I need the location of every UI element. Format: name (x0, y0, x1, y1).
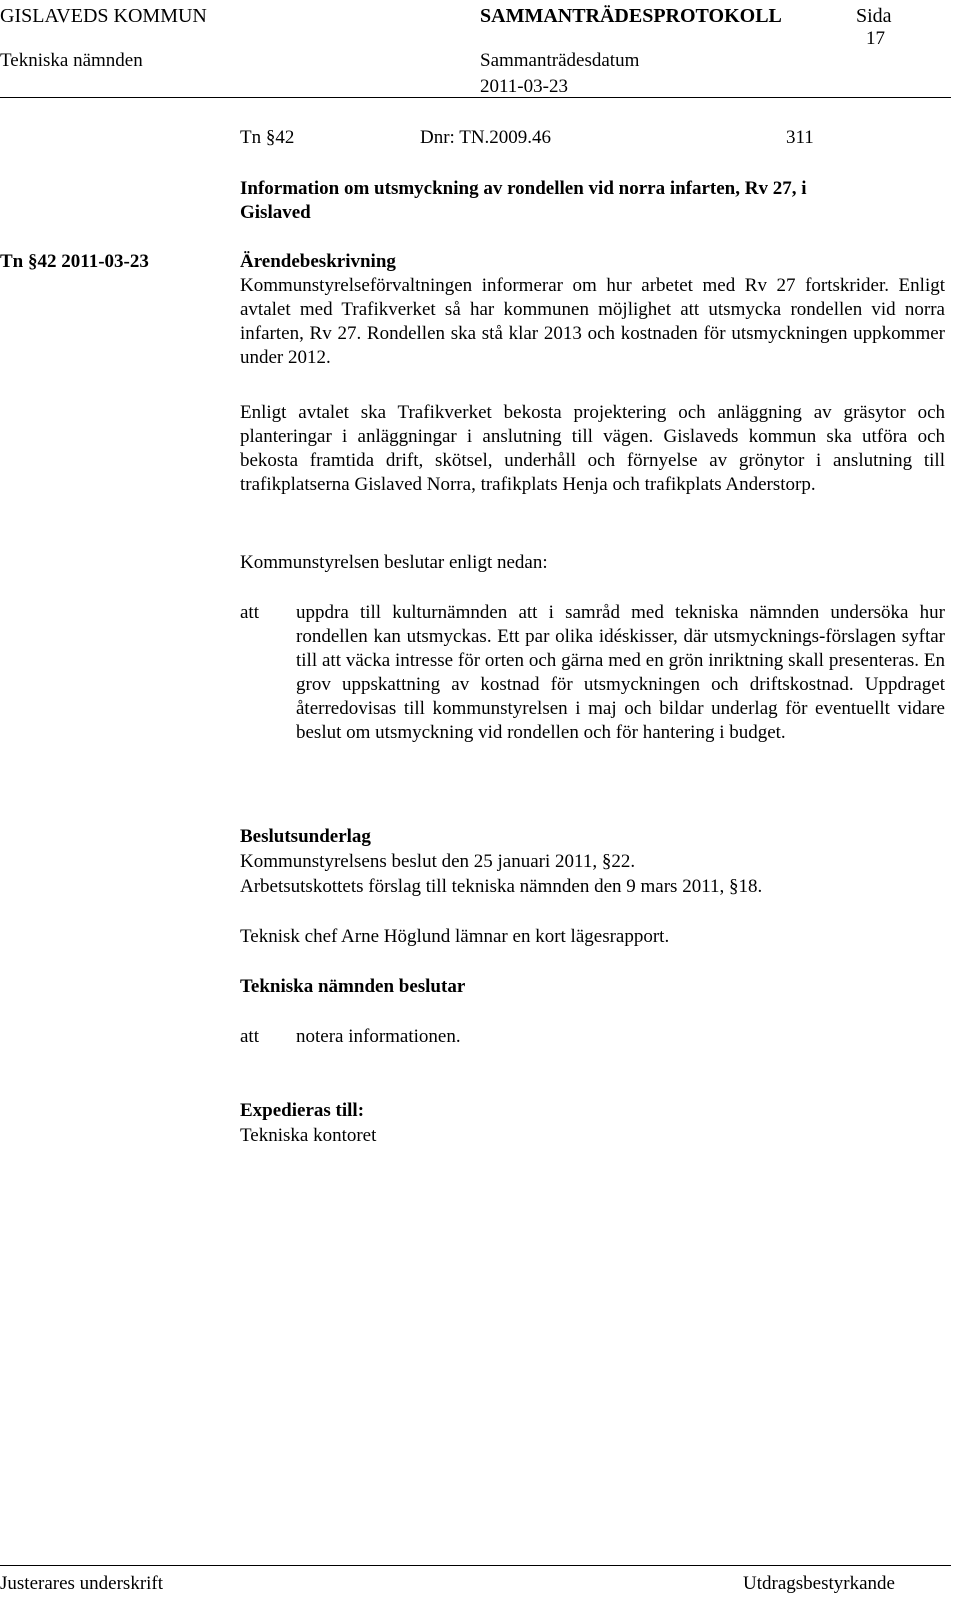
justerares-signature-label: Justerares underskrift (0, 1573, 164, 1594)
case-title-line-1: Information om utsmyckning av rondellen vid norra infarten, Rv 27, i (240, 178, 807, 199)
arendebeskrivning-heading: Ärendebeskrivning (240, 251, 396, 272)
utdragsbestyrkande-label: Utdragsbestyrkande (743, 1573, 895, 1594)
meeting-date: 2011-03-23 (480, 76, 568, 97)
page-number: 17 (866, 28, 885, 49)
beslutsunderlag-heading: Beslutsunderlag (240, 826, 371, 847)
meeting-date-label: Sammanträdesdatum (480, 50, 640, 71)
case-paragraph-ref: Tn §42 (240, 127, 295, 148)
beslutsunderlag-line-2: Arbetsutskottets förslag till tekniska nämnden den 9 mars 2011, §18. (240, 876, 763, 897)
expedieras-heading: Expedieras till: (240, 1100, 365, 1121)
org-name: GISLAVEDS KOMMUN (0, 5, 207, 27)
case-title-line-2: Gislaved (240, 202, 311, 223)
case-number: 311 (786, 127, 814, 148)
expedieras-recipient: Tekniska kontoret (240, 1125, 377, 1146)
arendebeskrivning-paragraph-1: Kommunstyrelseförvaltningen informerar om hur arbetet med Rv 27 fortskrider. Enligt avtalet med Trafikverket så har kommunen möjlighet att utsmycka rondellen vid norra infarten, Rv 27. Rondellen ska stå klar 2013 och kostnaden för utsmyckningen uppkommer under 2012. (240, 275, 945, 368)
decision-text: notera informationen. (296, 1026, 461, 1047)
document-type: SAMMANTRÄDESPROTOKOLL (480, 5, 782, 27)
beslutsunderlag-line-1: Kommunstyrelsens beslut den 25 januari 2011, §22. (240, 851, 636, 872)
ks-decision-item: uppdra till kulturnämnden att i samråd med tekniska nämnden undersöka hur rondellen kan utsmyckas. Ett par olika idéskisser, där utsmycknings-förslagen syftar till att väcka intresse för orten och gärna med en grön inriktning skall presenteras. En grov uppskattning av kostnad för utsmyckningen och driftskostnad. Uppdraget återredovisas till kommunstyrelsen i maj och bildar underlag för eventuellt vidare beslut om utsmyckning vid rondellen och för hantering i budget. (296, 602, 945, 743)
committee-name: Tekniska nämnden (0, 50, 143, 71)
arendebeskrivning-paragraph-2: Enligt avtalet ska Trafikverket bekosta projektering och anläggning av gräsytor och planteringar i anläggningar i anslutning till vägen. Gislaveds kommun ska utföra och bekosta framtida drift, skötsel, underhåll och förnyelse av grönytor i anslutning till trafikplatserna Gislaved Norra, trafikplats Henja och trafikplats Anderstorp. (240, 402, 945, 495)
lagesrapport-text: Teknisk chef Arne Höglund lämnar en kort lägesrapport. (240, 926, 670, 947)
header-rule (0, 97, 951, 98)
side-reference: Tn §42 2011-03-23 (0, 251, 149, 272)
case-dnr: Dnr: TN.2009.46 (420, 127, 552, 148)
decision-heading: Tekniska nämnden beslutar (240, 976, 466, 997)
page-label: Sida (856, 5, 892, 27)
ks-decision-intro: Kommunstyrelsen beslutar enligt nedan: (240, 552, 548, 573)
decision-att-label: att (240, 1026, 259, 1047)
ks-att-label: att (240, 602, 259, 623)
footer-rule (0, 1565, 951, 1566)
